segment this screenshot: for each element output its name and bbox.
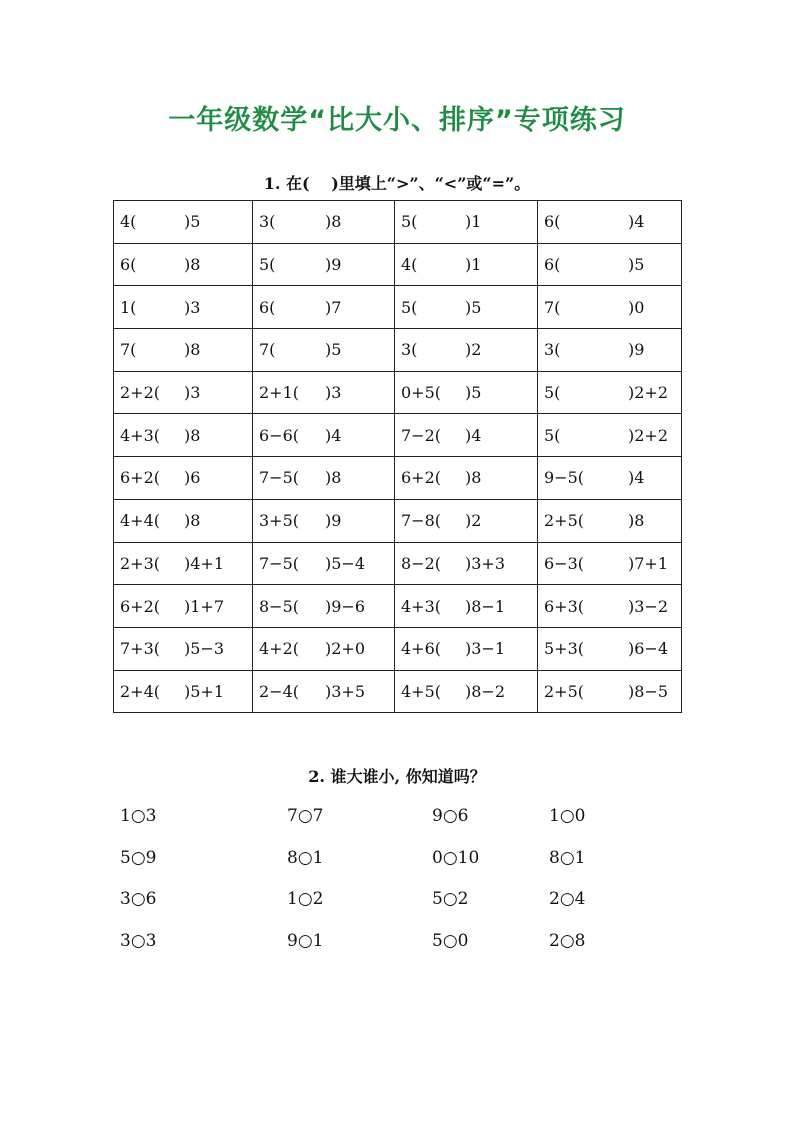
left-expression: 3+5( [259,511,300,531]
right-expression: )2 [465,511,482,531]
right-expression: )8−5 [628,681,669,701]
right-expression: )9−6 [325,596,366,616]
answer-cell[interactable] [538,371,682,414]
left-expression: 4+3( [120,425,161,445]
right-expression: )0 [628,297,645,317]
answer-cell[interactable] [395,670,538,713]
left-expression: 6−6( [259,425,300,445]
answer-cell[interactable] [538,670,682,713]
right-expression: )5 [628,255,645,275]
left-expression: 1( [120,297,137,317]
answer-cell[interactable] [538,457,682,500]
right-expression: )7+1 [628,553,669,573]
left-expression: 2+1( [259,383,300,403]
left-expression: 6( [544,255,561,275]
answer-cell[interactable] [538,201,682,244]
right-expression: )2+2 [628,383,669,403]
right-expression: )6−4 [628,639,669,659]
page-title: 一年级数学“比大小、排序”专项练习 [168,105,626,136]
right-expression: )3−2 [628,596,669,616]
right-expression: )3 [325,383,342,403]
table-row [114,243,682,286]
answer-cell[interactable] [395,329,538,372]
compare-item[interactable]: 9○6 [432,806,469,826]
answer-cell[interactable] [395,627,538,670]
answer-cell[interactable] [114,585,253,628]
right-expression: )4 [628,212,645,232]
right-expression: )3+5 [325,681,366,701]
table-row [114,670,682,713]
answer-cell[interactable] [114,414,253,457]
table-row [114,201,682,244]
left-expression: 2−4( [259,681,300,701]
left-expression: 6+2( [401,468,442,488]
right-expression: )3 [184,383,201,403]
right-expression: )8−2 [465,681,506,701]
right-expression: )8 [325,212,342,232]
compare-item[interactable]: 2○8 [549,931,586,951]
left-expression: 4+2( [259,639,300,659]
right-expression: )8 [325,468,342,488]
left-expression: 7−5( [259,468,300,488]
right-expression: )5 [184,212,201,232]
left-expression: 7( [259,340,276,360]
left-expression: 2+5( [544,511,585,531]
answer-cell[interactable] [253,499,395,542]
answer-cell[interactable] [114,286,253,329]
right-expression: )2 [465,340,482,360]
right-expression: )8 [184,425,201,445]
left-expression: 5( [259,255,276,275]
answer-cell[interactable] [114,243,253,286]
right-expression: )5 [325,340,342,360]
section-1-heading: 1. 在( )里填上“>”、“<”或“=”。 [263,174,531,193]
left-expression: 3( [259,212,276,232]
right-expression: )5 [465,383,482,403]
answer-cell[interactable] [114,371,253,414]
answer-cell[interactable] [538,329,682,372]
right-expression: )1 [465,255,482,275]
answer-cell[interactable] [253,286,395,329]
compare-item[interactable]: 7○7 [287,806,324,826]
left-expression: 7−5( [259,553,300,573]
right-expression: )5−3 [184,639,225,659]
left-expression: 5( [544,383,561,403]
left-expression: 6( [120,255,137,275]
answer-cell[interactable] [395,371,538,414]
compare-item[interactable]: 9○1 [287,931,324,951]
right-expression: )4 [325,425,342,445]
compare-item[interactable]: 1○2 [287,889,324,909]
left-expression: 9−5( [544,468,585,488]
compare-item[interactable]: 1○0 [549,806,586,826]
left-expression: 5( [544,425,561,445]
table-row [114,499,682,542]
right-expression: )8 [628,511,645,531]
right-expression: )5+1 [184,681,225,701]
left-expression: 5( [401,297,418,317]
compare-item[interactable]: 3○3 [120,931,157,951]
compare-item[interactable]: 8○1 [549,848,586,868]
section-2-heading: 2. 谁大谁小, 你知道吗？ [308,767,486,786]
compare-item[interactable]: 8○1 [287,848,324,868]
left-expression: 4( [401,255,418,275]
right-expression: )8 [184,511,201,531]
answer-cell[interactable] [395,243,538,286]
left-expression: 6( [544,212,561,232]
left-expression: 4( [120,212,137,232]
table-row [114,542,682,585]
right-expression: )8 [465,468,482,488]
answer-cell[interactable] [538,286,682,329]
answer-cell[interactable] [253,371,395,414]
right-expression: )3−1 [465,639,506,659]
left-expression: 7−8( [401,511,442,531]
left-expression: 0+5( [401,383,442,403]
answer-cell[interactable] [253,243,395,286]
left-expression: 4+6( [401,639,442,659]
compare-item[interactable]: 2○4 [549,889,586,909]
compare-item[interactable]: 1○3 [120,806,157,826]
right-expression: )9 [325,511,342,531]
answer-cell[interactable] [538,499,682,542]
answer-cell[interactable] [395,499,538,542]
left-expression: 6−3( [544,553,585,573]
answer-cell[interactable] [253,457,395,500]
answer-cell[interactable] [114,670,253,713]
answer-cell[interactable] [538,542,682,585]
right-expression: )3+3 [465,553,506,573]
left-expression: 5( [401,212,418,232]
table-row [114,329,682,372]
answer-cell[interactable] [253,542,395,585]
left-expression: 4+5( [401,681,442,701]
right-expression: )9 [325,255,342,275]
left-expression: 4+3( [401,596,442,616]
left-expression: 2+5( [544,681,585,701]
left-expression: 4+4( [120,511,161,531]
table-row [114,371,682,414]
right-expression: )4 [465,425,482,445]
answer-cell[interactable] [114,201,253,244]
compare-item[interactable]: 3○6 [120,889,157,909]
right-expression: )5 [465,297,482,317]
right-expression: )4+1 [184,553,225,573]
right-expression: )1 [465,212,482,232]
left-expression: 2+4( [120,681,161,701]
answer-cell[interactable] [395,286,538,329]
table-row [114,627,682,670]
left-expression: 7( [544,297,561,317]
right-expression: )6 [184,468,201,488]
answer-cell[interactable] [253,201,395,244]
table-row [114,457,682,500]
answer-cell[interactable] [114,627,253,670]
right-expression: )4 [628,468,645,488]
right-expression: )1+7 [184,596,225,616]
answer-cell[interactable] [253,414,395,457]
left-expression: 2+3( [120,553,161,573]
answer-cell[interactable] [395,201,538,244]
right-expression: )9 [628,340,645,360]
left-expression: 3( [401,340,418,360]
answer-cell[interactable] [114,499,253,542]
left-expression: 8−2( [401,553,442,573]
right-expression: )3 [184,297,201,317]
answer-cell[interactable] [538,414,682,457]
compare-item[interactable]: 5○9 [120,848,157,868]
right-expression: )2+2 [628,425,669,445]
answer-cell[interactable] [395,585,538,628]
table-row [114,286,682,329]
answer-cell[interactable] [395,542,538,585]
answer-cell[interactable] [114,542,253,585]
right-expression: )5−4 [325,553,366,573]
compare-item[interactable]: 0○10 [432,848,480,868]
compare-item[interactable]: 5○0 [432,931,469,951]
right-expression: )7 [325,297,342,317]
table-row [114,414,682,457]
answer-cell[interactable] [114,329,253,372]
left-expression: 8−5( [259,596,300,616]
comparison-table [113,200,682,713]
right-expression: )8 [184,255,201,275]
answer-cell[interactable] [253,670,395,713]
left-expression: 7( [120,340,137,360]
left-expression: 6( [259,297,276,317]
left-expression: 7−2( [401,425,442,445]
left-expression: 5+3( [544,639,585,659]
table-row [114,585,682,628]
right-expression: )8−1 [465,596,506,616]
answer-cell[interactable] [114,457,253,500]
left-expression: 6+3( [544,596,585,616]
answer-cell[interactable] [538,627,682,670]
answer-cell[interactable] [395,414,538,457]
left-expression: 6+2( [120,468,161,488]
answer-cell[interactable] [538,243,682,286]
answer-cell[interactable] [253,585,395,628]
left-expression: 6+2( [120,596,161,616]
right-expression: )8 [184,340,201,360]
left-expression: 2+2( [120,383,161,403]
compare-item[interactable]: 5○2 [432,889,469,909]
answer-cell[interactable] [253,627,395,670]
left-expression: 3( [544,340,561,360]
right-expression: )2+0 [325,639,366,659]
answer-cell[interactable] [538,585,682,628]
left-expression: 7+3( [120,639,161,659]
answer-cell[interactable] [395,457,538,500]
answer-cell[interactable] [253,329,395,372]
